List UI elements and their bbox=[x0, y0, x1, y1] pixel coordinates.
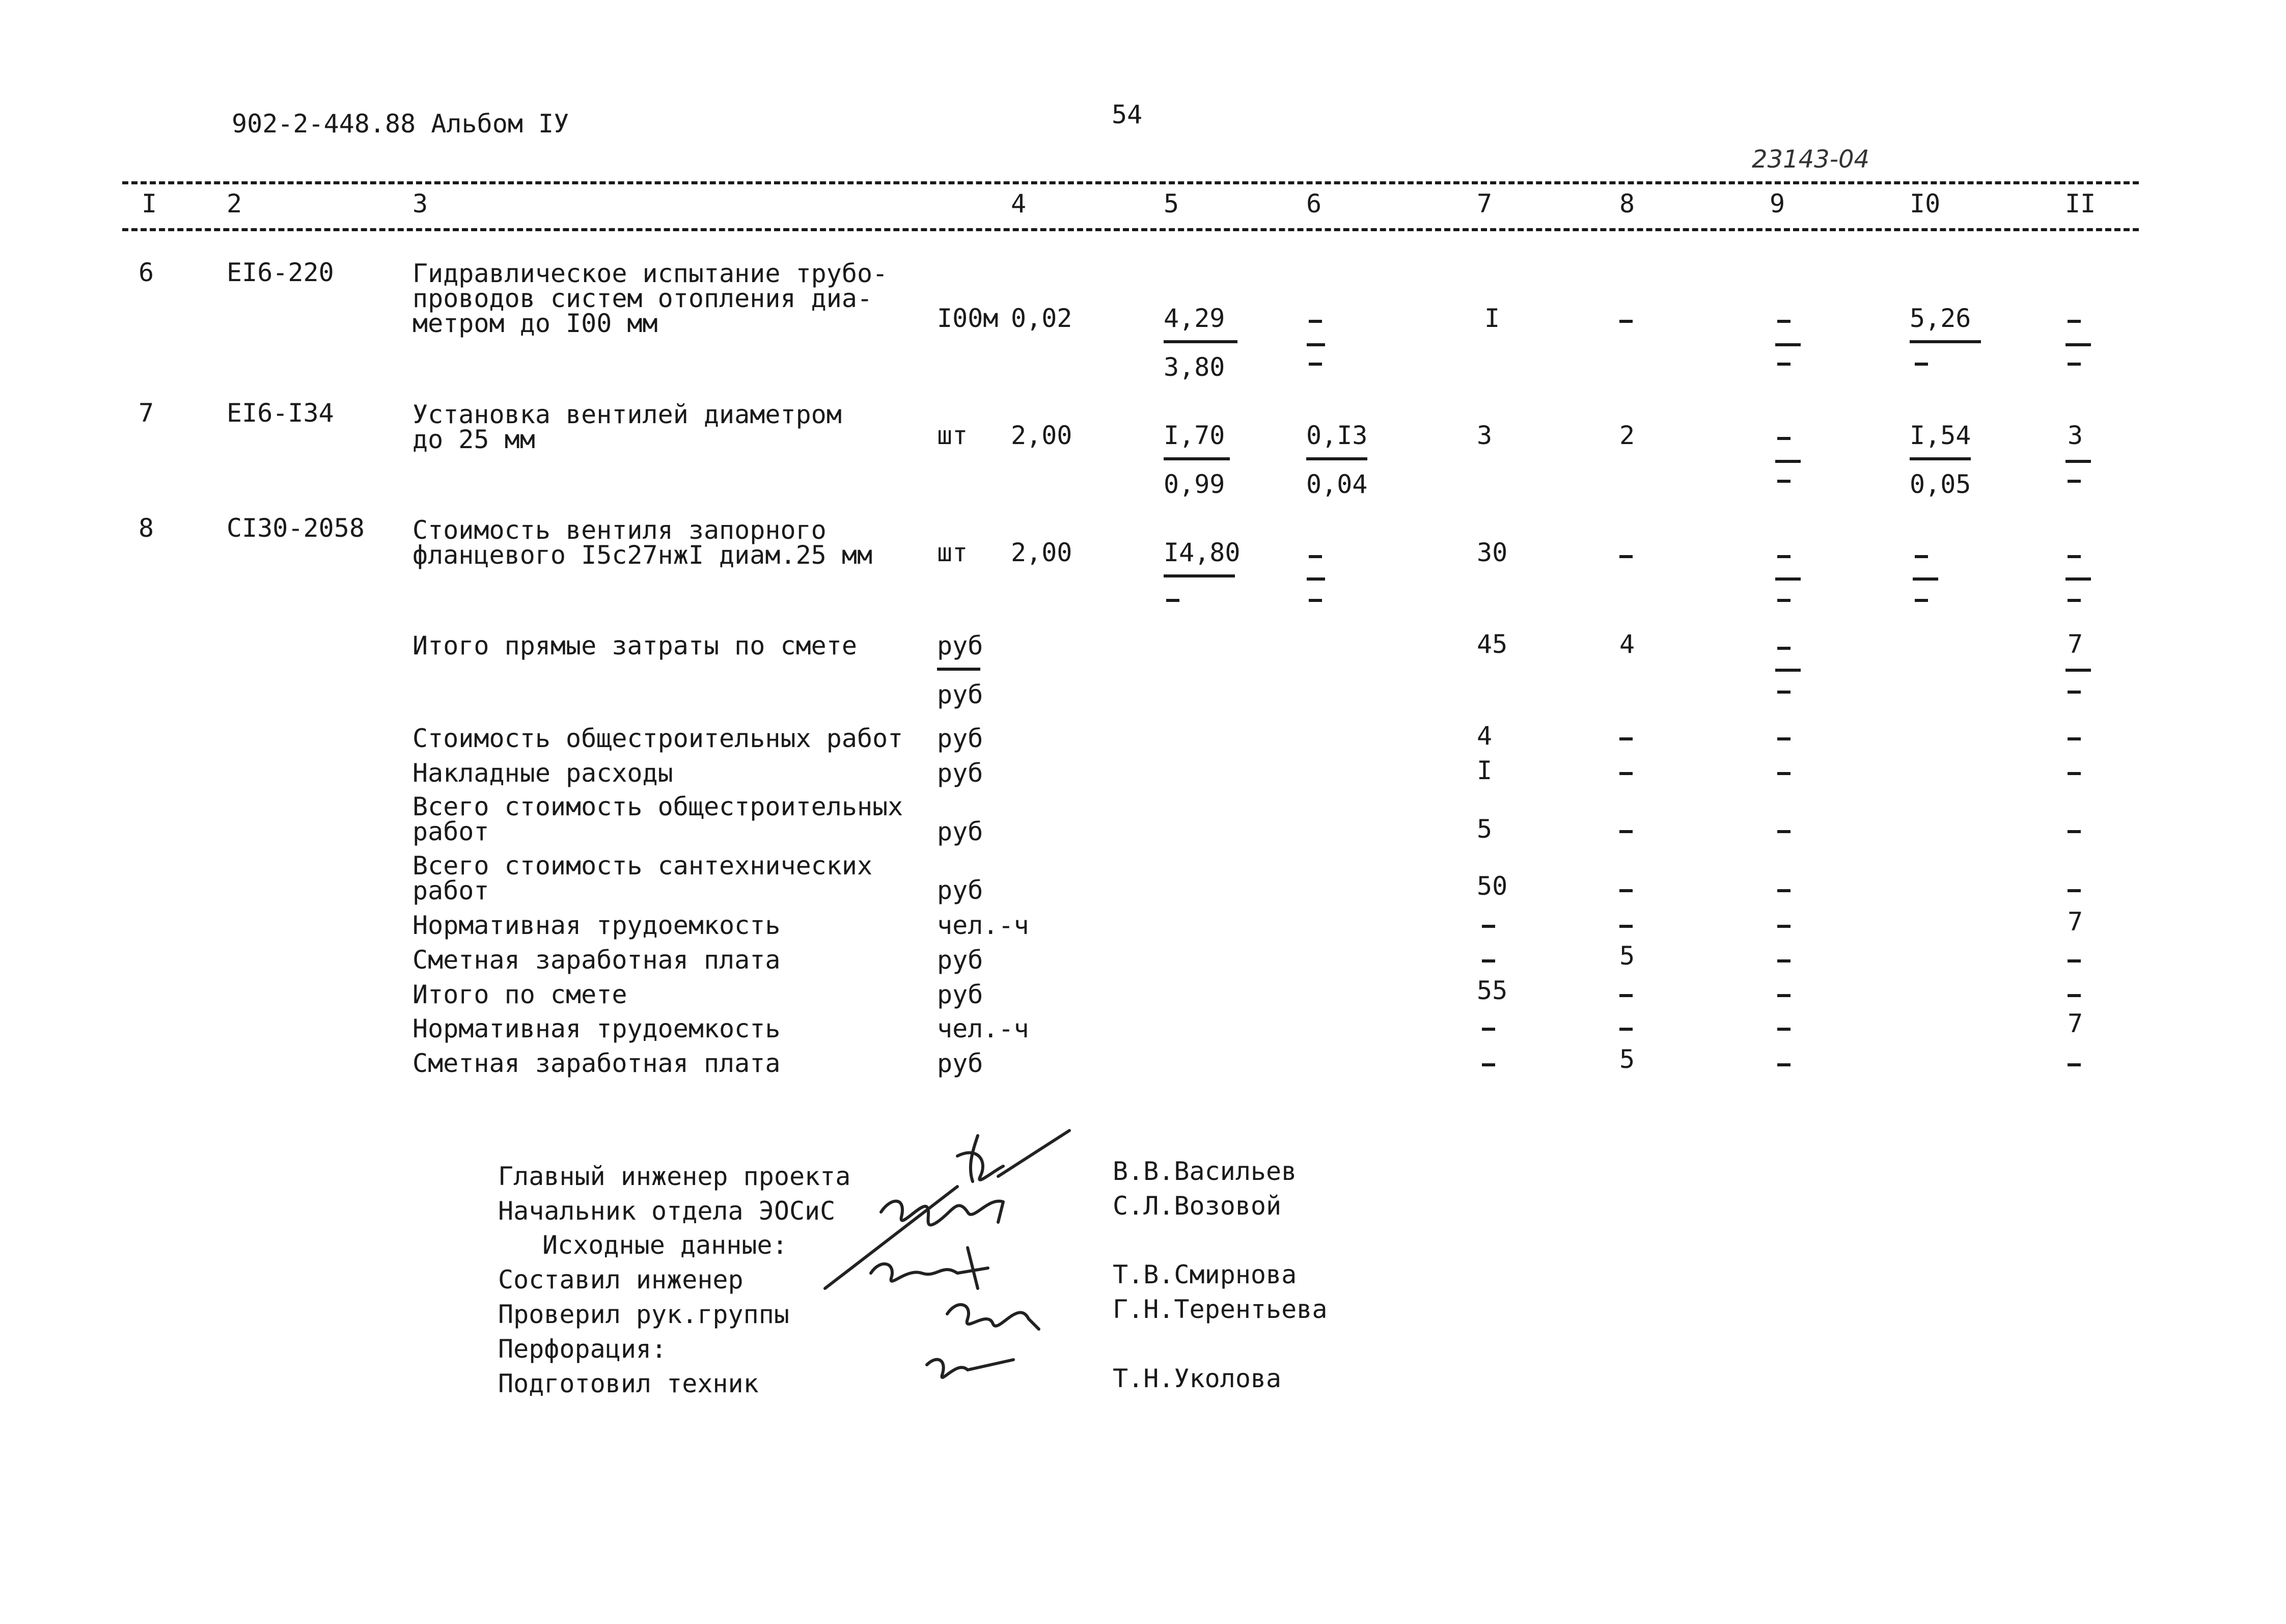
empty-dash bbox=[1777, 737, 1791, 740]
empty-dash bbox=[2068, 691, 2081, 694]
page-number: 54 bbox=[1112, 100, 1143, 129]
summary-unit: руб bbox=[937, 758, 983, 788]
total-unit bbox=[937, 631, 983, 710]
empty-dash bbox=[2068, 555, 2081, 558]
empty-dash bbox=[1619, 925, 1633, 928]
col8-value: 2 bbox=[1619, 421, 1635, 450]
empty-dash bbox=[1777, 1063, 1791, 1066]
col7-value: I bbox=[1484, 304, 1500, 333]
empty-dash bbox=[2068, 737, 2081, 740]
signature-role: Исходные данные: bbox=[542, 1230, 788, 1260]
column-header: 2 bbox=[227, 189, 242, 218]
column-header: I bbox=[142, 189, 157, 218]
col8-value: 4 bbox=[1619, 629, 1635, 659]
column-header: 6 bbox=[1306, 189, 1322, 218]
empty-dash bbox=[2068, 1063, 2081, 1066]
col5-value bbox=[1164, 306, 1237, 383]
item-number: 8 bbox=[139, 513, 154, 543]
summary-unit: руб bbox=[937, 945, 983, 975]
fraction-bar bbox=[1775, 577, 1801, 581]
empty-dash bbox=[1915, 555, 1928, 558]
item-unit: шт bbox=[937, 538, 968, 567]
fraction-bar bbox=[2065, 669, 2091, 672]
col7-value: 55 bbox=[1477, 976, 1508, 1005]
fraction-bar bbox=[2065, 460, 2091, 463]
item-quantity: 0,02 bbox=[1011, 304, 1072, 333]
empty-dash bbox=[1777, 925, 1791, 928]
summary-label: Нормативная трудоемкость bbox=[412, 911, 781, 940]
signature-engineer bbox=[871, 1248, 988, 1288]
col5-top: I4,80 bbox=[1164, 538, 1241, 567]
column-header: 5 bbox=[1164, 189, 1179, 218]
col7-value: I bbox=[1477, 756, 1493, 785]
signature-role: Перфорация: bbox=[498, 1334, 667, 1364]
summary-unit: руб bbox=[937, 817, 983, 846]
fraction-bar bbox=[1775, 460, 1801, 463]
col7-value: 30 bbox=[1477, 538, 1508, 567]
summary-unit: руб bbox=[937, 980, 983, 1009]
item-code: EI6-220 bbox=[227, 258, 334, 287]
item-description: Установка вентилей диаметром до 25 мм bbox=[412, 400, 842, 454]
empty-dash bbox=[1309, 363, 1322, 366]
col5-bottom: 0,99 bbox=[1164, 470, 1225, 499]
empty-dash bbox=[1619, 320, 1633, 323]
col6-value bbox=[1306, 423, 1367, 500]
column-header: 7 bbox=[1477, 189, 1493, 218]
empty-dash bbox=[1777, 363, 1791, 366]
summary-label: Сметная заработная плата bbox=[412, 1049, 781, 1078]
fraction-bar bbox=[1910, 340, 1981, 343]
fraction-bar bbox=[1775, 669, 1801, 672]
empty-dash bbox=[1309, 599, 1322, 602]
empty-dash bbox=[2068, 480, 2081, 483]
empty-dash bbox=[1619, 737, 1633, 740]
column-header: 3 bbox=[412, 189, 428, 218]
empty-dash bbox=[1619, 889, 1633, 892]
col5-bottom: 3,80 bbox=[1164, 352, 1225, 382]
signature-department-head bbox=[881, 1201, 1003, 1225]
signature-role: Проверил рук.группы bbox=[498, 1300, 789, 1329]
col8-value: 5 bbox=[1619, 1044, 1635, 1074]
empty-dash bbox=[1777, 480, 1791, 483]
item-number: 6 bbox=[139, 258, 154, 287]
empty-dash bbox=[1777, 555, 1791, 558]
empty-dash bbox=[1482, 925, 1495, 928]
summary-unit: руб bbox=[937, 875, 983, 905]
fraction-bar bbox=[1307, 577, 1325, 581]
empty-dash bbox=[2068, 320, 2081, 323]
empty-dash bbox=[1777, 599, 1791, 602]
signature-role: Составил инженер bbox=[498, 1265, 743, 1295]
col8-value: 5 bbox=[1619, 941, 1635, 971]
col6-top: 0,I3 bbox=[1306, 421, 1368, 450]
signature-chief-engineer bbox=[957, 1131, 1069, 1181]
summary-unit: руб bbox=[937, 724, 983, 753]
empty-dash bbox=[1777, 691, 1791, 694]
empty-dash bbox=[1619, 1028, 1633, 1031]
item-code: EI6-I34 bbox=[227, 398, 334, 428]
col5-value bbox=[1164, 538, 1241, 577]
signature-name: С.Л.Возовой bbox=[1113, 1191, 1282, 1221]
signature-role: Главный инженер проекта bbox=[498, 1162, 851, 1191]
summary-unit: чел.-ч bbox=[937, 1014, 1029, 1043]
empty-dash bbox=[1309, 320, 1322, 323]
column-header: II bbox=[2065, 189, 2096, 218]
empty-dash bbox=[2068, 772, 2081, 775]
summary-label: Сметная заработная плата bbox=[412, 945, 781, 975]
empty-dash bbox=[2068, 889, 2081, 892]
fraction-bar bbox=[1164, 574, 1235, 577]
col7-value: 5 bbox=[1477, 814, 1493, 844]
col11-value: 7 bbox=[2068, 1009, 2083, 1038]
fraction-bar bbox=[1913, 577, 1938, 581]
signature-scribbles bbox=[805, 1120, 1090, 1406]
fraction-bar bbox=[1307, 343, 1325, 346]
fraction-bar bbox=[2065, 577, 2091, 581]
signature-name: Т.В.Смирнова bbox=[1113, 1260, 1297, 1289]
empty-dash bbox=[2068, 830, 2081, 833]
item-quantity: 2,00 bbox=[1011, 538, 1072, 567]
empty-dash bbox=[1777, 830, 1791, 833]
column-header: 4 bbox=[1011, 189, 1027, 218]
fraction-bar bbox=[1775, 343, 1801, 346]
empty-dash bbox=[2068, 599, 2081, 602]
signature-role: Начальник отдела ЭОСиС bbox=[498, 1196, 836, 1226]
item-quantity: 2,00 bbox=[1011, 421, 1072, 450]
empty-dash bbox=[1166, 599, 1179, 602]
item-unit: шт bbox=[937, 421, 968, 450]
empty-dash bbox=[1777, 437, 1791, 440]
col10-value bbox=[1910, 423, 1971, 500]
empty-dash bbox=[1915, 363, 1928, 366]
empty-dash bbox=[1482, 1028, 1495, 1031]
empty-dash bbox=[1777, 772, 1791, 775]
header-rule-top bbox=[122, 181, 2139, 184]
col7-value: 4 bbox=[1477, 721, 1493, 751]
column-header: 9 bbox=[1770, 189, 1785, 218]
col10-bottom: 0,05 bbox=[1910, 470, 1971, 499]
col6-bottom: 0,04 bbox=[1306, 470, 1368, 499]
signature-role: Подготовил техник bbox=[498, 1369, 759, 1398]
signature-group-head bbox=[947, 1305, 1039, 1329]
empty-dash bbox=[1619, 994, 1633, 997]
summary-label: Итого по смете bbox=[412, 980, 627, 1009]
col5-top: I,70 bbox=[1164, 421, 1225, 450]
item-code: CI30-2058 bbox=[227, 513, 365, 543]
summary-unit: руб bbox=[937, 1049, 983, 1078]
empty-dash bbox=[1309, 555, 1322, 558]
header-rule-bottom bbox=[122, 228, 2139, 231]
column-header: 8 bbox=[1619, 189, 1635, 218]
column-header: I0 bbox=[1910, 189, 1941, 218]
item-description: Гидравлическое испытание трубо- проводов систем отопления диа- метром до I00 мм bbox=[412, 259, 888, 338]
summary-label: Всего стоимость сантехнических работ bbox=[412, 851, 873, 905]
fraction-bar bbox=[2065, 343, 2091, 346]
empty-dash bbox=[1619, 555, 1633, 558]
empty-dash bbox=[2068, 959, 2081, 962]
col11-value: 7 bbox=[2068, 629, 2083, 659]
signature-name: Г.Н.Терентьева bbox=[1113, 1295, 1328, 1324]
col11-value: 7 bbox=[2068, 907, 2083, 937]
item-unit: I00м bbox=[937, 304, 999, 333]
unit-top: руб bbox=[937, 631, 983, 660]
signature-technician bbox=[927, 1360, 1013, 1378]
empty-dash bbox=[1777, 959, 1791, 962]
empty-dash bbox=[1482, 1063, 1495, 1066]
col7-value: 45 bbox=[1477, 629, 1508, 659]
empty-dash bbox=[1777, 320, 1791, 323]
item-description: Стоимость вентиля запорного фланцевого I5c27нжI диам.25 мм bbox=[412, 515, 873, 570]
empty-dash bbox=[2068, 994, 2081, 997]
empty-dash bbox=[2068, 363, 2081, 366]
empty-dash bbox=[1482, 959, 1495, 962]
summary-label: Нормативная трудоемкость bbox=[412, 1014, 781, 1043]
empty-dash bbox=[1777, 994, 1791, 997]
empty-dash bbox=[1777, 647, 1791, 650]
empty-dash bbox=[1915, 599, 1928, 602]
col10-top: I,54 bbox=[1910, 421, 1971, 450]
col10-value bbox=[1910, 306, 1981, 343]
empty-dash bbox=[1619, 772, 1633, 775]
empty-dash bbox=[1777, 1028, 1791, 1031]
empty-dash bbox=[1619, 830, 1633, 833]
col10-top: 5,26 bbox=[1910, 304, 1971, 333]
signature-name: В.В.Васильев bbox=[1113, 1157, 1297, 1186]
document-code: 902-2-448.88 Альбом IУ bbox=[232, 109, 569, 139]
item-number: 7 bbox=[139, 398, 154, 428]
empty-dash bbox=[1777, 889, 1791, 892]
summary-label: Накладные расходы bbox=[412, 758, 673, 788]
summary-unit: чел.-ч bbox=[937, 911, 1029, 940]
unit-bottom: руб bbox=[937, 680, 983, 709]
stamp-number: 23143-04 bbox=[1752, 145, 1870, 174]
summary-label: Всего стоимость общестроительных работ bbox=[412, 792, 903, 846]
summary-label: Стоимость общестроительных работ bbox=[412, 724, 903, 753]
col7-value: 3 bbox=[1477, 421, 1493, 450]
total-label: Итого прямые затраты по смете bbox=[412, 631, 857, 660]
signature-name: Т.Н.Уколова bbox=[1113, 1364, 1282, 1393]
col7-value: 50 bbox=[1477, 871, 1508, 901]
col5-value bbox=[1164, 423, 1230, 500]
col11-value: 3 bbox=[2068, 421, 2083, 450]
col5-top: 4,29 bbox=[1164, 304, 1225, 333]
